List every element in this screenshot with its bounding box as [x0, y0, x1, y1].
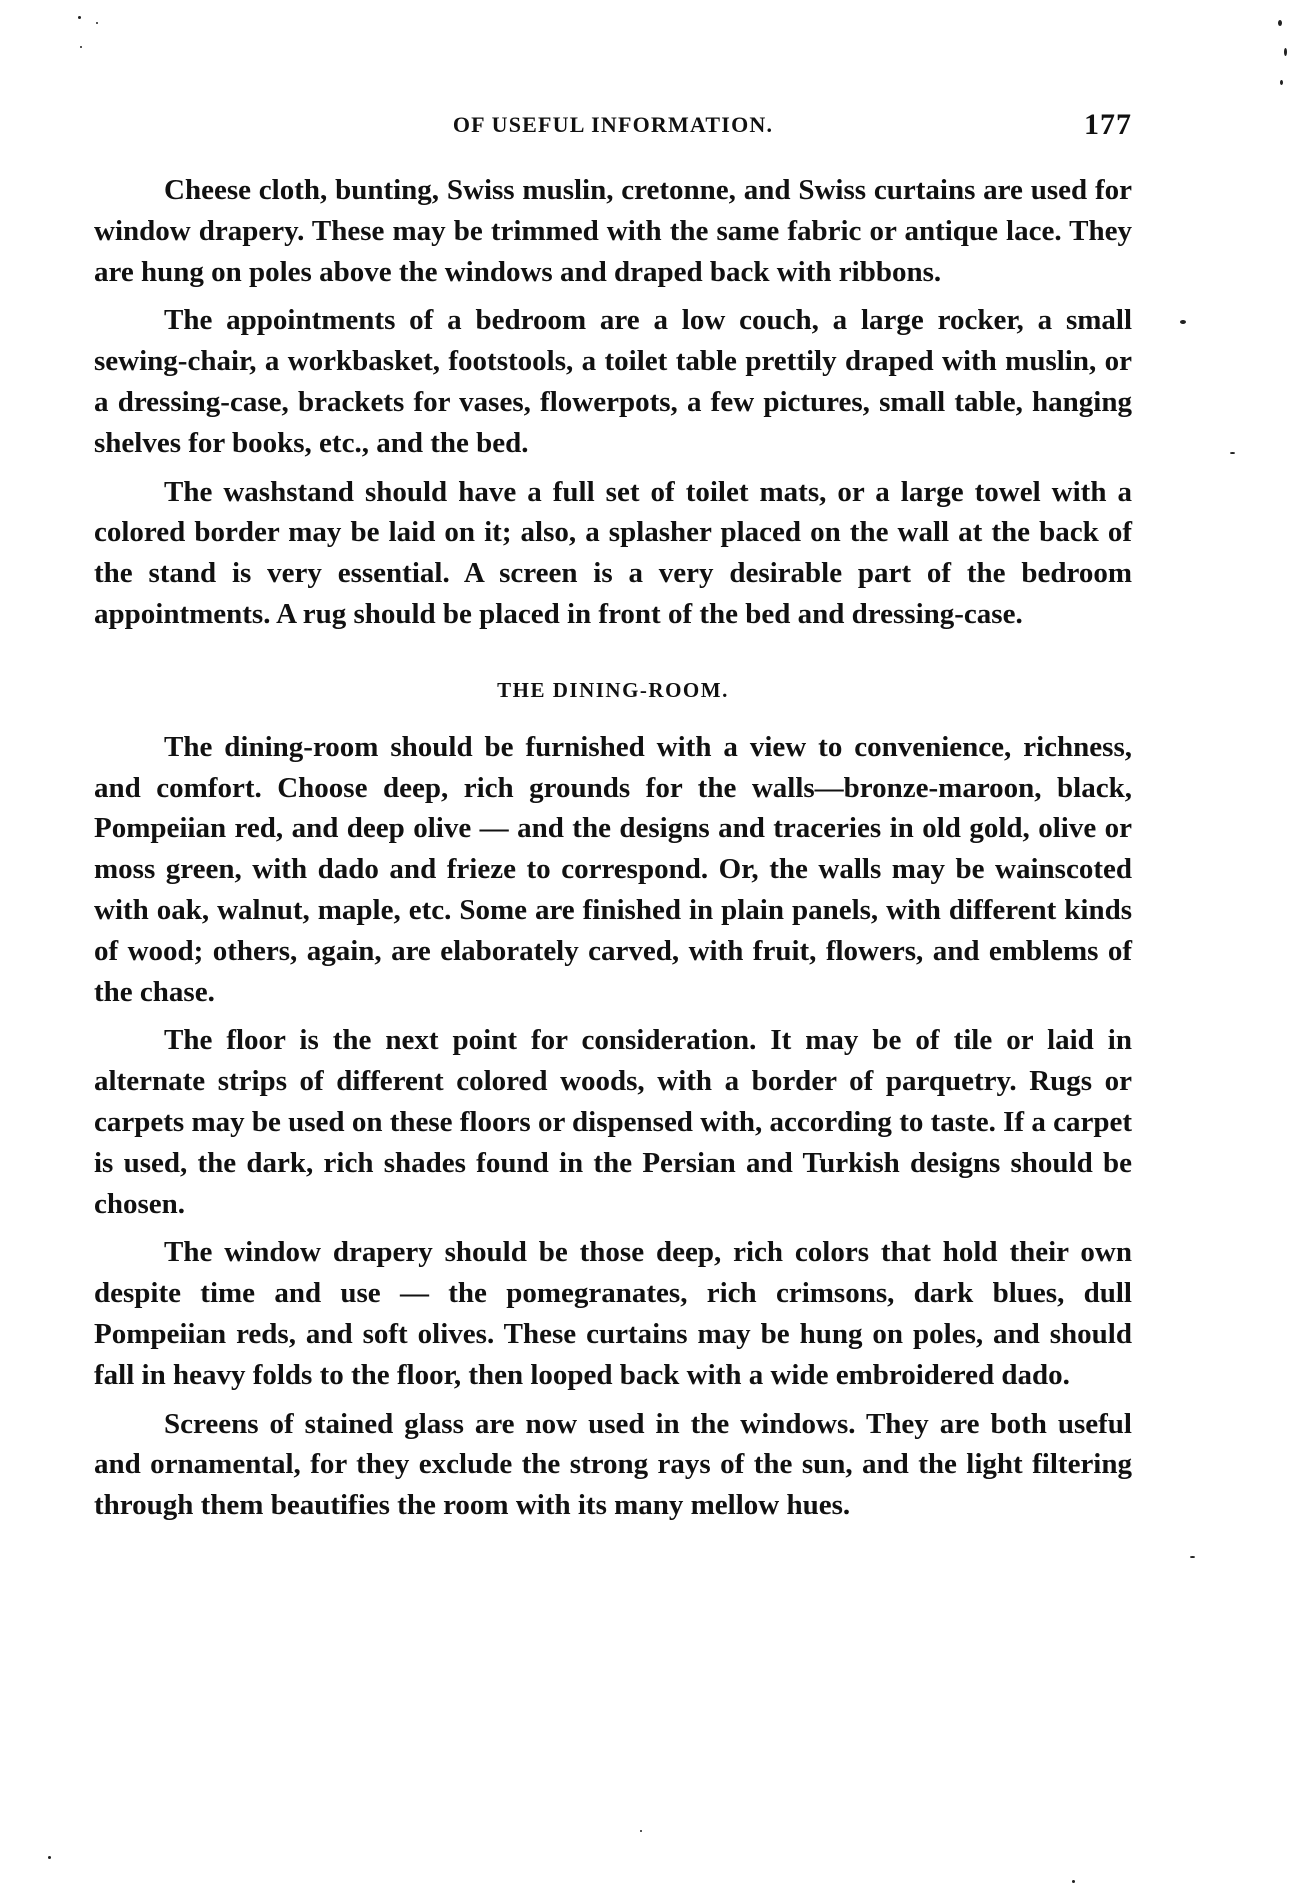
running-title: OF USEFUL INFORMATION.: [452, 112, 774, 137]
scan-speck: [1180, 320, 1186, 324]
scan-speck: [1230, 452, 1235, 454]
scan-speck: [1280, 80, 1283, 85]
paragraph-window-drapery: Cheese cloth, bunting, Swiss muslin, cretonne, and Swiss curtains are used for window drapery. These may be trimmed with the same fabric or antique lace. They are hung on poles above the windows and draped back with ribbons.: [94, 174, 1132, 288]
scan-speck: [80, 46, 82, 48]
scan-speck: [640, 1830, 642, 1832]
scan-speck: [1278, 20, 1282, 26]
scan-speck: [78, 16, 81, 19]
paragraph-bedroom-appointments: The appointments of a bedroom are a low couch, a large rocker, a small sewing-chair, a workbasket, footstools, a toilet table prettily draped with muslin, or a dressing-case, brackets for vases, flowerpots, a few pictures, small table, hanging shelves for books, etc., and the bed.: [94, 304, 1132, 459]
page-body: [94, 170, 1132, 1534]
paragraph-dining-room-floor: The floor is the next point for consideration. It may be of tile or laid in alternate strips of different colored woods, with a border of parquetry. Rugs or carpets may be used on these floors or dispensed with, according to taste. If a carpet is used, the dark, rich shades found in the Persian and Turkish designs should be chosen.: [94, 1024, 1132, 1220]
section-heading-dining-room: THE DINING-ROOM.: [497, 677, 729, 702]
running-header: [94, 108, 1132, 148]
page-number: 177: [1084, 108, 1132, 141]
paragraph-dining-room-drapery: The window drapery should be those deep, rich colors that hold their own despite time and use — the pomegranates, rich crimsons, dark blues, dull Pompeiian reds, and soft olives. These curtains may be hung on poles, and should fall in heavy folds to the floor, then looped back with a wide embroidered dado.: [94, 1236, 1132, 1391]
paragraph-washstand: The washstand should have a full set of toilet mats, or a large towel with a colored border may be laid on it; also, a splasher placed on the wall at the back of the stand is very essential. A screen is a very desirable part of the bedroom appointments. A rug should be placed in front of the bed and dressing-case.: [94, 475, 1132, 630]
paragraph-dining-room-walls: The dining-room should be furnished with a view to convenience, richness, and comfort. Choose deep, rich grounds for the walls—bronze-maroon, black, Pompeiian red, and deep olive — and the designs and traceries in old gold, olive or moss green, with dado and frieze to correspond. Or, the walls may be wainscoted with oak, walnut, maple, etc. Some are finished in plain panels, with different kinds of wood; others, again, are elaborately carved, with fruit, flowers, and emblems of the chase.: [94, 730, 1132, 1008]
scan-speck: [1072, 1880, 1075, 1883]
scan-speck: [96, 22, 98, 24]
scan-speck: [1190, 1556, 1195, 1558]
scan-speck: [1284, 48, 1287, 56]
scan-speck: [48, 1856, 51, 1859]
paragraph-stained-glass-screens: Screens of stained glass are now used in the windows. They are both useful and ornamental, for they exclude the strong rays of the sun, and the light filtering through them beautifies the room with its many mellow hues.: [94, 1407, 1132, 1522]
